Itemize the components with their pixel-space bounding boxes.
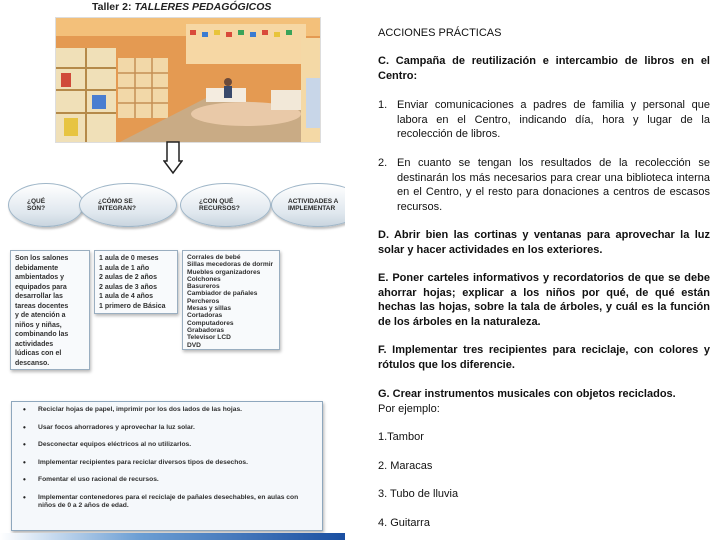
- activity-item: • Implementar recipientes para reciclar diversos tipos de desechos.: [22, 459, 316, 468]
- section-c-item-2: 2. En cuanto se tengan los resultados de la recolección se destinarán los más necesarios para crear una biblioteca interna en el Centro, y el resto para donaciones a centros de escasos recursos.: [378, 157, 710, 213]
- workshop-panel: [0, 0, 345, 540]
- what-are-they-box: Son los salones debidamente ambientados y equipados para desarrollar las tareas docentes y de atención a niños y niñas, combinando las actividades lúdicas con el descanso.: [10, 250, 90, 370]
- section-d: D. Abrir bien las cortinas y ventanas para aprovechar la luz solar y hacer actividades en los exteriores.: [378, 229, 710, 256]
- activity-item: • Desconectar equipos eléctricos al no utilizarlos.: [22, 441, 316, 450]
- activities-box: [11, 401, 323, 531]
- classroom-illustration: [56, 18, 321, 143]
- instrument-item: 1.Tambor: [378, 431, 424, 443]
- instrument-item: 3. Tubo de lluvia: [378, 488, 459, 500]
- activity-item: • Reciclar hojas de papel, imprimir por los dos lados de las hojas.: [22, 406, 316, 415]
- activity-item: • Fomentar el uso racional de recursos.: [22, 476, 316, 485]
- how-integrated-box: 1 aula de 0 meses 1 aula de 1 año 2 aulas de 2 años 2 aulas de 3 años 1 aula de 4 años 1 primero de Básica: [94, 250, 178, 314]
- classroom-photo: [55, 17, 321, 143]
- down-arrow-icon: [163, 141, 183, 175]
- section-f: F. Implementar tres recipientes para reciclaje, con colores y rótulos que los diferencie.: [378, 344, 710, 371]
- practical-actions-panel: [378, 0, 712, 540]
- section-g: G. Crear instrumentos musicales con objetos reciclados. Por ejemplo:: [378, 388, 676, 415]
- instrument-item: 2. Maracas: [378, 460, 433, 472]
- how-integrated-heading: ¿CÓMO SE INTEGRAN?: [79, 183, 177, 227]
- activity-item: • Implementar contenedores para el reciclaje de pañales desechables, en aulas con niños de 0 a 2 años de edad.: [22, 494, 316, 511]
- section-e: E. Poner carteles informativos y recordatorios de que se debe ahorrar hojas; explicar a los niños por qué, de qué están hechas las hojas, sobre la tala de árboles, y cuál es la función de los árboles en la naturaleza.: [378, 272, 710, 328]
- activities-heading: ACTIVIDADES A IMPLEMENTAR: [271, 183, 345, 227]
- decorative-strip: [0, 533, 345, 540]
- what-resources-heading: ¿CON QUÉ RECURSOS?: [180, 183, 271, 227]
- workshop-title: Taller 2: TALLERES PEDAGÓGICOS: [92, 1, 272, 13]
- actions-title: ACCIONES PRÁCTICAS: [378, 27, 502, 39]
- what-resources-box: Corrales de bebé Sillas mecedoras de dormir Muebles organizadores Colchones Basureros Cambiador de pañales Percheros Mesas y sillas Cortadoras Computadores Grabadoras Televisor LCD DVD: [182, 250, 280, 350]
- section-c-item-1: 1. Enviar comunicaciones a padres de familia y personal que labora en el Centro, indicando día, hora y lugar de la recolección de libros.: [378, 99, 710, 140]
- what-are-they-heading: ¿QUÉ SON?: [8, 183, 84, 227]
- instrument-item: 4. Guitarra: [378, 517, 430, 529]
- section-c-heading: C. Campaña de reutilización e intercambio de libros en el Centro:: [378, 55, 710, 82]
- activities-list: [22, 406, 316, 511]
- activity-item: • Usar focos ahorradores y aprovechar la luz solar.: [22, 424, 316, 433]
